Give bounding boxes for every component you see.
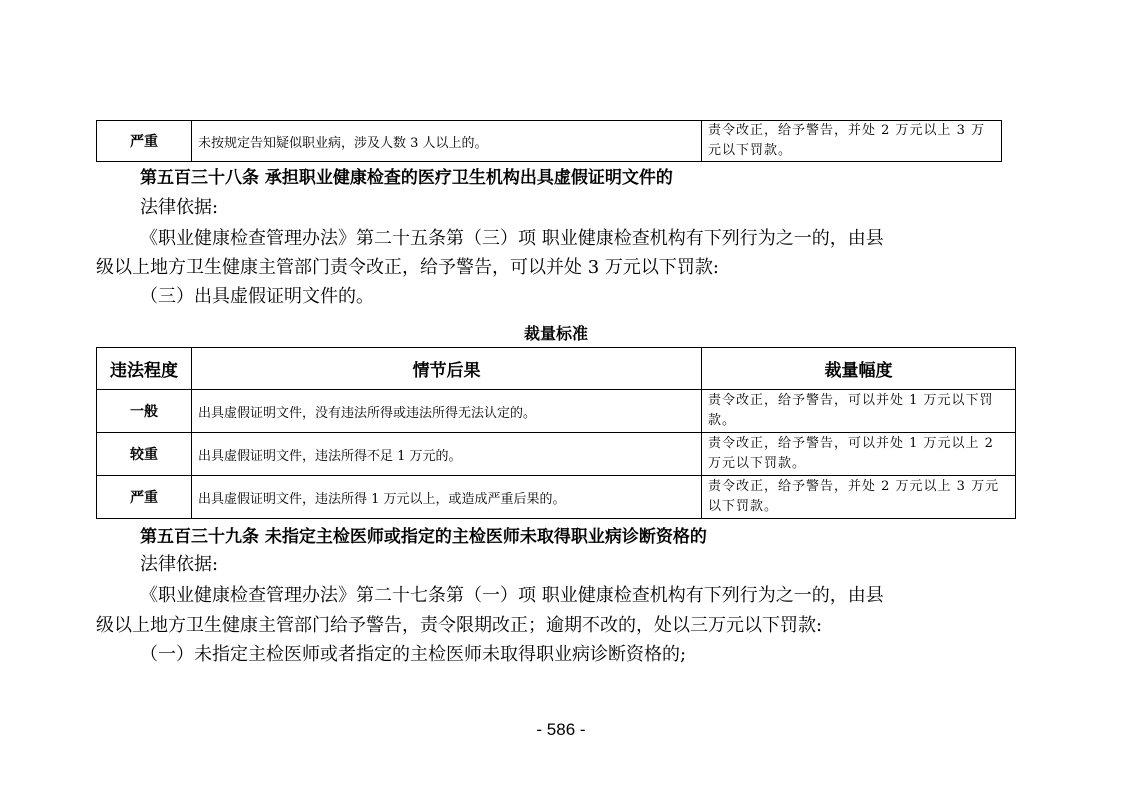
header-circumstance: 情节后果 (192, 348, 702, 390)
article-539-basis-item: （一）未指定主检医师或者指定的主检医师未取得职业病诊断资格的; (140, 644, 687, 665)
table-row (97, 433, 1016, 476)
circumstance-cell: 未按规定告知疑似职业病，涉及人数 3 人以上的。 (192, 121, 702, 162)
table-row (97, 476, 1016, 519)
page-number: - 586 - (536, 720, 586, 739)
table-caption: 裁量标准 (523, 324, 588, 343)
article-538-basis-line1: 《职业健康检查管理办法》第二十五条第（三）项 职业健康检查机构有下列行为之一的，由县 (140, 228, 884, 249)
severity-cell: 严重 (97, 476, 192, 519)
penalty-range-cell: 责令改正，给予警告，可以并处 1 万元以下罚款。 (702, 390, 1016, 433)
article-539-title: 第五百三十九条 未指定主检医师或指定的主检医师未取得职业病诊断资格的 (140, 527, 707, 547)
article-539-basis-label: 法律依据: (140, 554, 219, 575)
header-range: 裁量幅度 (702, 348, 1016, 390)
discretion-standards-table (96, 347, 1016, 519)
penalty-range-cell: 责令改正，给予警告，并处 2 万元以上 3 万元以下罚款。 (702, 476, 1016, 519)
severity-cell: 严重 (97, 121, 192, 162)
penalty-range-cell: 责令改正，给予警告，可以并处 1 万元以上 2 万元以下罚款。 (702, 433, 1016, 476)
top-penalty-table (96, 120, 1002, 162)
header-severity: 违法程度 (97, 348, 192, 390)
severity-cell: 较重 (97, 433, 192, 476)
circumstance-cell: 出具虚假证明文件，没有违法所得或违法所得无法认定的。 (192, 390, 702, 433)
severity-cell: 一般 (97, 390, 192, 433)
table-row (97, 121, 1002, 162)
table-header-row (97, 348, 1016, 390)
article-538-basis-item: （三）出具虚假证明文件的。 (140, 286, 374, 307)
article-538-title: 第五百三十八条 承担职业健康检查的医疗卫生机构出具虚假证明文件的 (140, 168, 673, 188)
article-538-basis-label: 法律依据: (140, 197, 219, 218)
penalty-range-cell: 责令改正，给予警告，并处 2 万元以上 3 万元以下罚款。 (702, 121, 1002, 162)
circumstance-cell: 出具虚假证明文件，违法所得 1 万元以上，或造成严重后果的。 (192, 476, 702, 519)
article-538-basis-line2: 级以上地方卫生健康主管部门责令改正，给予警告，可以并处 3 万元以下罚款: (96, 257, 719, 278)
circumstance-cell: 出具虚假证明文件，违法所得不足 1 万元的。 (192, 433, 702, 476)
table-row (97, 390, 1016, 433)
article-539-basis-line1: 《职业健康检查管理办法》第二十七条第（一）项 职业健康检查机构有下列行为之一的，由县 (140, 585, 884, 606)
article-539-basis-line2: 级以上地方卫生健康主管部门给予警告，责令限期改正；逾期不改的，处以三万元以下罚款: (96, 615, 823, 636)
